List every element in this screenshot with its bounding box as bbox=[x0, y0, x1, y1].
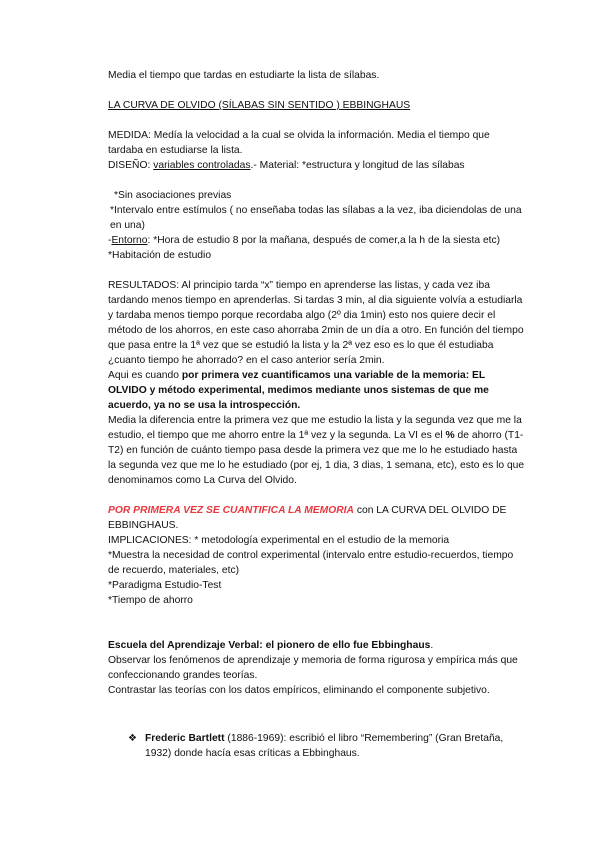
diseno-underlined: variables controladas bbox=[153, 160, 251, 171]
cuantifica-paragraph bbox=[108, 503, 526, 533]
observar-paragraph: Observar los fenómenos de aprendizaje y memoria de forma rigurosa y empírica más que confeccionando grandes teorías. bbox=[108, 655, 518, 681]
media-bold: % bbox=[445, 430, 455, 441]
implicaciones-line: *Paradigma Estudio-Test bbox=[108, 580, 222, 591]
media-part2: de ahorro (T1-T2) en función de cuánto tiempo pasa desde la primera vez que me lo he estudiado hasta la segunda vez que me lo he estudiado (por ej, 1 dia, 3 dias, 1 semana, etc), esto es lo que denominamos como La Curva del Olvido. bbox=[108, 430, 525, 486]
cuantifica-rest: con LA CURVA DEL OLVIDO DE EBBINGHAUS. bbox=[108, 505, 507, 531]
diseno-paragraph bbox=[108, 158, 526, 173]
entorno-prefix: - bbox=[108, 235, 112, 246]
media-diferencia-paragraph bbox=[108, 413, 526, 488]
intro-paragraph: Media el tiempo que tardas en estudiarte la lista de sílabas. bbox=[108, 70, 380, 81]
entorno-underlined: Entorno bbox=[111, 235, 148, 246]
media-part1: Media la diferencia entre la primera vez que me estudio la lista y la segunda vez que me la estudio, el tiempo que me ahorro entre la 1ª vez y la segunda. La VI es el bbox=[108, 415, 522, 441]
diseno-label: DISEÑO: bbox=[108, 160, 154, 171]
cuantifica-red-text: POR PRIMERA VEZ SE CUANTIFICA LA MEMORIA bbox=[108, 505, 354, 516]
medida-paragraph: MEDIDA: Medía la velocidad a la cual se olvida la información. Media el tiempo que tardaba en estudiarse la lista. bbox=[108, 130, 490, 156]
entorno-rest: : *Hora de estudio 8 por la mañana, después de comer,a la h de la siesta etc) *Habitación de estudio bbox=[108, 235, 501, 261]
escuela-bold2: : el pionero de ello fue Ebbinghaus bbox=[259, 640, 431, 651]
implicaciones-line: *Muestra la necesidad de control experimental (intervalo entre estudio-recuerdos, tiempo de recuerdo, materiales, etc) bbox=[108, 550, 514, 576]
diamond-bullet-icon: ❖ bbox=[128, 733, 137, 744]
aqui-bold: por primera vez cuantificamos una variable de la memoria: EL OLVIDO y método experimental, medimos mediante unos sistemas de que me acuerdo, ya no se usa la introspección. bbox=[108, 370, 489, 411]
implicaciones-line: IMPLICACIONES: * metodología experimental en el estudio de la memoria bbox=[108, 535, 450, 546]
sin-asociaciones-line: *Sin asociaciones previas bbox=[114, 190, 232, 201]
bartlett-text bbox=[128, 731, 528, 761]
aqui-normal: Aqui es cuando bbox=[108, 370, 182, 381]
escuela-bold1: Escuela del Aprendizaje Verbal bbox=[108, 640, 260, 651]
bartlett-rest: (1886-1969): escribió el libro “Remembering” (Gran Bretaña, 1932) donde hacía esas críticas a Ebbinghaus. bbox=[145, 733, 504, 759]
aqui-paragraph bbox=[108, 368, 526, 413]
escuela-end: . bbox=[430, 640, 434, 651]
entorno-line bbox=[108, 233, 526, 263]
escuela-line bbox=[108, 638, 526, 653]
section-heading: LA CURVA DE OLVIDO (SÍLABAS SIN SENTIDO ) EBBINGHAUS bbox=[108, 100, 411, 111]
bartlett-name: Frederic Bartlett bbox=[145, 733, 225, 744]
implicaciones-line: *Tiempo de ahorro bbox=[108, 595, 193, 606]
diseno-rest: .- Material: *estructura y longitud de las sílabas bbox=[250, 160, 465, 171]
resultados-paragraph: RESULTADOS: Al principio tarda “x” tiempo en aprenderse las listas, y cada vez iba tardando menos tiempo en aprenderlas. Si tardas 3 min, al dia siguiente volvía a estudiarla y tardaba menos tiempo porque recordaba algo (2º dia 1min) esto nos quiere decir el método de los ahorros, en este caso ahorraba 2min de un día a otro. En función del tiempo que pasa entre la 1ª vez que se estudió la lista y la 2ª vez eso es lo que él estudiaba ¿cuanto tiempo he ahorrado? en el caso anterior sería 2min. bbox=[108, 280, 524, 366]
bartlett-list-item bbox=[128, 731, 528, 761]
document-body bbox=[108, 68, 526, 698]
intervalo-line: *Intervalo entre estímulos ( no enseñaba todas las sílabas a la vez, iba diciendolas de una en una) bbox=[110, 205, 522, 231]
contrastar-paragraph: Contrastar las teorías con los datos empíricos, eliminando el componente subjetivo. bbox=[108, 685, 490, 696]
